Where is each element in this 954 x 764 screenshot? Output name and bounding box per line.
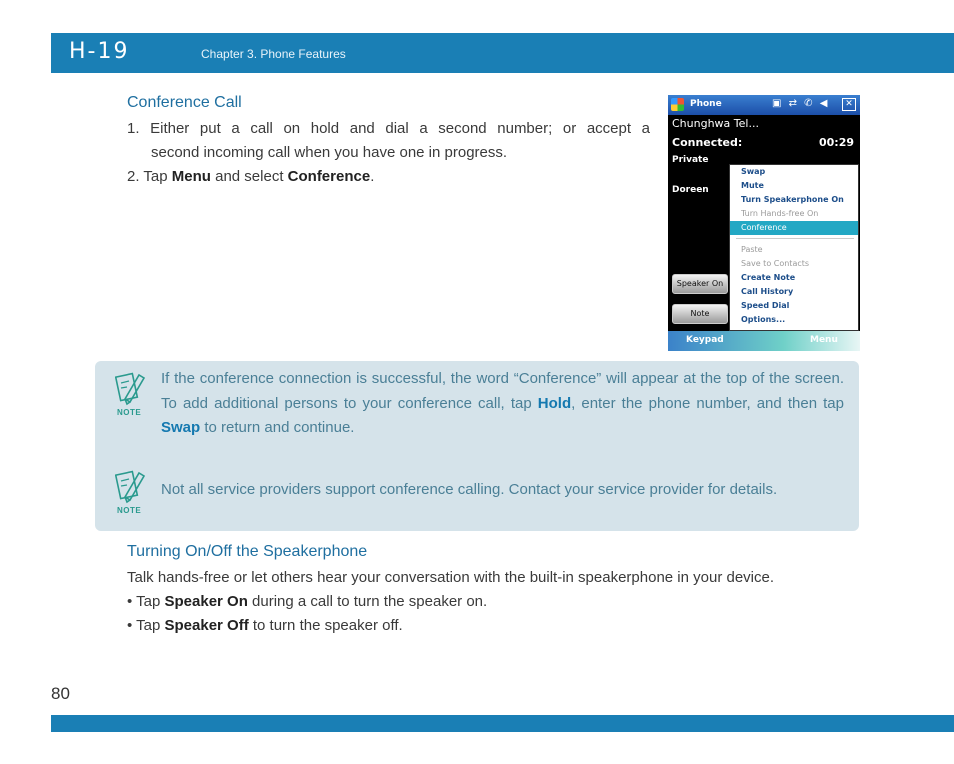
menu-item-call-history[interactable]: Call History (741, 287, 794, 296)
phone-app-title: Phone (690, 99, 722, 109)
bullet-2-prefix: • Tap (127, 617, 165, 634)
note-button[interactable]: Note (672, 304, 728, 324)
section-title-speakerphone: Turning On/Off the Speakerphone (127, 543, 368, 560)
step-1-line-1: 1. Either put a call on hold and dial a second number; or accept a (127, 120, 650, 137)
note-label: NOTE (117, 408, 142, 417)
call-status: Connected: (672, 136, 743, 149)
menu-item-save-contacts: Save to Contacts (741, 259, 810, 268)
note-1-part-a: If the conference connection is successful, the word “Conference” will appear at the top of the screen. To add additional persons to your conference call, tap (161, 370, 844, 412)
bullet-speaker-off (127, 614, 403, 638)
note-label-2: NOTE (117, 506, 142, 515)
note-1-hold: Hold (537, 394, 572, 412)
footer-bar (51, 715, 954, 732)
note-1-part-b: , enter the phone number, and then tap (571, 394, 844, 412)
step-1-line-2: second incoming call when you have one in progress. (151, 144, 508, 161)
caller-private: Private (672, 155, 709, 165)
phone-titlebar (668, 95, 860, 115)
menu-item-speed-dial[interactable]: Speed Dial (741, 301, 790, 310)
step-2-prefix: 2. Tap (127, 168, 172, 185)
note-pencil-icon (115, 369, 155, 419)
note-1-part-c: to return and continue. (200, 419, 355, 436)
phone-menu (729, 164, 859, 331)
step-1 (127, 117, 650, 165)
status-icons: ▣ ⇄ ✆ ◀ (772, 98, 830, 109)
chapter-title: Chapter 3. Phone Features (201, 47, 346, 61)
menu-item-mute[interactable]: Mute (741, 181, 764, 190)
bullet-speaker-on (127, 590, 487, 614)
menu-item-hands-free: Turn Hands-free On (741, 209, 819, 218)
menu-item-create-note[interactable]: Create Note (741, 273, 796, 282)
windows-start-icon[interactable] (671, 98, 684, 111)
menu-item-swap[interactable]: Swap (741, 167, 766, 176)
menu-item-paste: Paste (741, 245, 763, 254)
call-timer: 00:29 (819, 136, 855, 149)
menu-item-speakerphone[interactable]: Turn Speakerphone On (741, 195, 844, 204)
header-bar (51, 33, 954, 73)
bullet-1-prefix: • Tap (127, 593, 165, 610)
bullet-2-bold: Speaker Off (164, 617, 249, 634)
note-1-text (161, 367, 844, 441)
step-2-end: . (370, 168, 375, 185)
bullet-1-end: during a call to turn the speaker on. (247, 593, 488, 610)
brand-logo: H-19 (69, 39, 130, 64)
menu-item-conference[interactable]: Conference (730, 221, 858, 235)
close-icon[interactable]: ✕ (842, 98, 856, 111)
note-2-text: Not all service providers support conference calling. Contact your service provider for details. (161, 481, 778, 498)
step-2-conference: Conference (287, 168, 371, 185)
page-number: 80 (51, 684, 70, 703)
speaker-on-button[interactable]: Speaker On (672, 274, 728, 294)
phone-screenshot (668, 95, 860, 351)
caller-name: Doreen (672, 185, 709, 195)
soft-key-bar (668, 331, 860, 351)
step-2-mid: and select (210, 168, 288, 185)
carrier-name: Chunghwa Tel... (672, 117, 759, 130)
section-title-conference: Conference Call (127, 94, 242, 111)
menu-item-options[interactable]: Options... (741, 315, 786, 324)
menu-separator (736, 238, 854, 239)
bullet-2-end: to turn the speaker off. (248, 617, 403, 634)
step-2-menu: Menu (171, 168, 211, 185)
step-2 (127, 165, 374, 189)
note-1-swap: Swap (161, 419, 201, 436)
note-pencil-icon-2 (115, 467, 155, 517)
speakerphone-intro: Talk hands-free or let others hear your conversation with the built-in speakerphone in your device. (127, 569, 775, 586)
bullet-1-bold: Speaker On (164, 593, 248, 610)
softkey-keypad[interactable]: Keypad (686, 335, 724, 345)
note-box (95, 361, 859, 531)
softkey-menu[interactable]: Menu (810, 335, 838, 345)
